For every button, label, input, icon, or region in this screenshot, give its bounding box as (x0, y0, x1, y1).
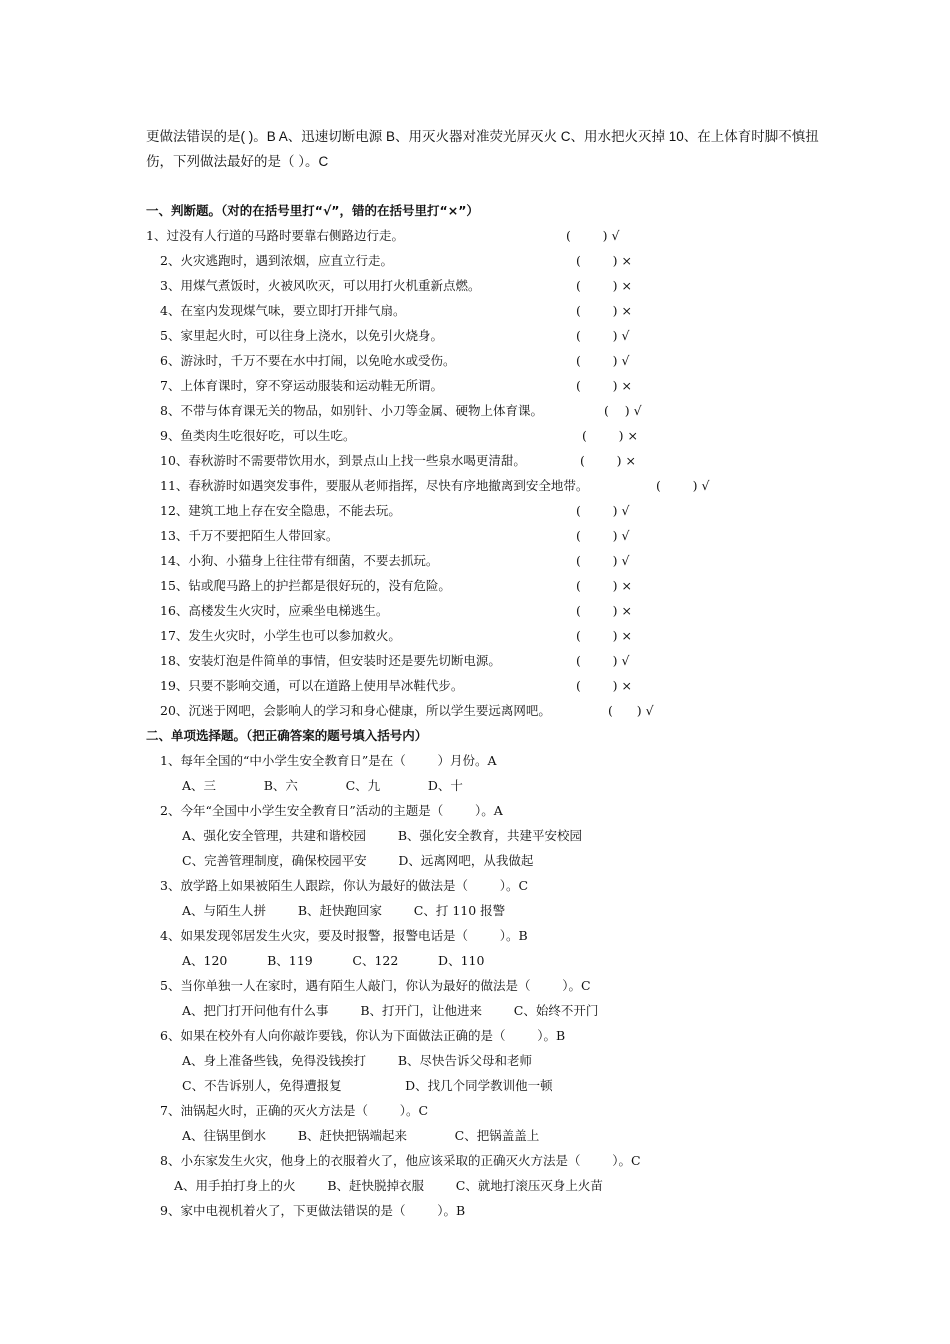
judgement-item (146, 598, 866, 623)
judgement-answer: ( ) × (576, 678, 632, 693)
judgement-answer: ( ) × (580, 453, 636, 468)
judgement-answer: ( ) √ (576, 328, 630, 343)
judgement-question: 13、千万不要把陌生人带回家。 (160, 528, 339, 543)
judgement-answer: ( ) × (576, 303, 632, 318)
judgement-answer: ( ) √ (608, 703, 654, 718)
judgement-question: 18、安装灯泡是件简单的事情，但安装时还是要先切断电源。 (160, 653, 501, 668)
judgement-answer: ( ) √ (576, 553, 630, 568)
judgement-question: 20、沉迷于网吧，会影响人的学习和身心健康，所以学生要远离网吧。 (160, 703, 551, 718)
judgement-question: 19、只要不影响交通，可以在道路上使用旱冰鞋代步。 (160, 678, 464, 693)
judgement-question: 5、家里起火时，可以往身上浇水，以免引火烧身。 (160, 328, 443, 343)
choice-options: A、强化安全管理，共建和谐校园 B、强化安全教育，共建平安校园 (182, 828, 583, 843)
judgement-answer: ( ) √ (566, 228, 620, 243)
choice-question: 7、油锅起火时，正确的灭火方法是（ ）。C (160, 1103, 429, 1118)
judgement-answer: ( ) √ (576, 353, 630, 368)
judgement-item (146, 248, 866, 273)
judgement-item (146, 473, 866, 498)
judgement-item (146, 573, 866, 598)
judgement-question: 10、春秋游时不需要带饮用水，到景点山上找一些泉水喝更清甜。 (160, 453, 526, 468)
choice-options: C、不告诉别人，免得遭报复 D、找几个同学教训他一顿 (182, 1078, 553, 1093)
choice-options: A、120 B、119 C、122 D、110 (182, 953, 485, 968)
judgement-question: 8、不带与体育课无关的物品，如别针、小刀等金属、硬物上体育课。 (160, 403, 543, 418)
choice-question: 2、今年“全国中小学生安全教育日”活动的主题是（ ）。A (160, 803, 503, 818)
choice-options: A、三 B、六 C、九 D、十 (182, 778, 463, 793)
judgement-item (146, 348, 866, 373)
choice-question: 3、放学路上如果被陌生人跟踪，你认为最好的做法是（ ）。C (160, 878, 529, 893)
judgement-answer: ( ) × (576, 603, 632, 618)
judgement-item (146, 273, 866, 298)
choice-question: 5、当你单独一人在家时，遇有陌生人敲门，你认为最好的做法是（ ）。C (160, 978, 591, 993)
judgement-answer: ( ) √ (604, 403, 642, 418)
choice-options: A、用手拍打身上的火 B、赶快脱掉衣服 C、就地打滚压灭身上火苗 (174, 1178, 603, 1193)
judgement-answer: ( ) √ (656, 478, 710, 493)
judgement-question: 16、高楼发生火灾时，应乘坐电梯逃生。 (160, 603, 389, 618)
choice-list (146, 748, 866, 1223)
choice-question: 8、小东家发生火灾，他身上的衣服着火了，他应该采取的正确灭火方法是（ ）。C (160, 1153, 641, 1168)
judgement-question: 6、游泳时，千万不要在水中打闹，以免呛水或受伤。 (160, 353, 456, 368)
section-2-title: 二、单项选择题。（把正确答案的题号填入括号内） (146, 728, 428, 743)
true-false-list (146, 223, 866, 723)
judgement-item (146, 223, 866, 248)
document-body (146, 198, 866, 1223)
judgement-question: 2、火灾逃跑时，遇到浓烟，应直立行走。 (160, 253, 393, 268)
judgement-question: 15、钻或爬马路上的护拦都是很好玩的，没有危险。 (160, 578, 451, 593)
judgement-item (146, 673, 866, 698)
judgement-answer: ( ) × (576, 628, 632, 643)
judgement-question: 9、鱼类肉生吃很好吃，可以生吃。 (160, 428, 356, 443)
judgement-question: 11、春秋游时如遇突发事件，要服从老师指挥，尽快有序地撤离到安全地带。 (160, 478, 589, 493)
judgement-item (146, 448, 866, 473)
judgement-item (146, 548, 866, 573)
judgement-item (146, 498, 866, 523)
judgement-answer: ( ) √ (576, 653, 630, 668)
judgement-item (146, 698, 866, 723)
judgement-question: 14、小狗、小猫身上往往带有细菌，不要去抓玩。 (160, 553, 439, 568)
judgement-question: 4、在室内发现煤气味，要立即打开排气扇。 (160, 303, 406, 318)
judgement-item (146, 298, 866, 323)
judgement-item (146, 423, 866, 448)
judgement-answer: ( ) × (576, 278, 632, 293)
judgement-question: 7、上体育课时，穿不穿运动服装和运动鞋无所谓。 (160, 378, 443, 393)
judgement-question: 3、用煤气煮饭时，火被风吹灭，可以用打火机重新点燃。 (160, 278, 481, 293)
judgement-answer: ( ) × (576, 378, 632, 393)
judgement-item (146, 398, 866, 423)
intro-paragraph: 更做法错误的是( )。B A、迅速切断电源 B、用灭火器对准荧光屏灭火 C、用水把火灭掉 10、在上体育时脚不慎扭伤，下列做法最好的是（ ）。C (146, 129, 819, 169)
judgement-answer: ( ) √ (576, 528, 630, 543)
judgement-answer: ( ) × (576, 578, 632, 593)
choice-options: C、完善管理制度，确保校园平安 D、远离网吧，从我做起 (182, 853, 534, 868)
section-1-title: 一、判断题。（对的在括号里打“√”，错的在括号里打“×”） (146, 203, 479, 218)
choice-options: A、与陌生人拼 B、赶快跑回家 C、打 110 报警 (182, 903, 506, 918)
choice-options: A、把门打开问他有什么事 B、打开门，让他进来 C、始终不开门 (182, 1003, 599, 1018)
judgement-item (146, 648, 866, 673)
choice-options: A、往锅里倒水 B、赶快把锅端起来 C、把锅盖盖上 (182, 1128, 540, 1143)
choice-question: 1、每年全国的“中小学生安全教育日”是在（ ）月份。A (160, 753, 497, 768)
choice-question: 6、如果在校外有人向你敲诈要钱，你认为下面做法正确的是（ ）。B (160, 1028, 566, 1043)
judgement-answer: ( ) × (582, 428, 638, 443)
choice-question: 4、如果发现邻居发生火灾，要及时报警，报警电话是（ ）。B (160, 928, 528, 943)
judgement-item (146, 323, 866, 348)
judgement-item (146, 373, 866, 398)
choice-options: A、身上准备些钱，免得没钱挨打 B、尽快告诉父母和老师 (182, 1053, 533, 1068)
judgement-question: 12、建筑工地上存在安全隐患，不能去玩。 (160, 503, 401, 518)
judgement-question: 17、发生火灾时，小学生也可以参加救火。 (160, 628, 401, 643)
judgement-answer: ( ) × (576, 253, 632, 268)
judgement-question: 1、过没有人行道的马路时要靠右侧路边行走。 (146, 228, 404, 243)
choice-question: 9、家中电视机着火了，下更做法错误的是（ ）。B (160, 1203, 466, 1218)
judgement-item (146, 623, 866, 648)
judgement-answer: ( ) √ (576, 503, 630, 518)
judgement-item (146, 523, 866, 548)
